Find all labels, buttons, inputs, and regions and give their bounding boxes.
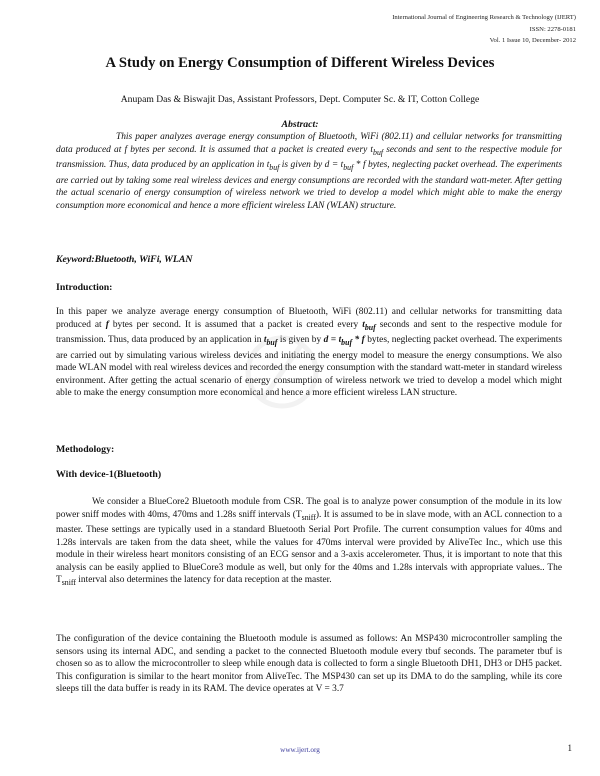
journal-header [392,12,576,47]
methodology-heading: Methodology: [56,444,115,455]
abstract-heading: Abstract: [281,119,319,130]
footer-website-link[interactable]: www.ijert.org [280,746,320,754]
device-1-heading: With device-1(Bluetooth) [56,469,162,480]
configuration-paragraph: The configuration of the device containing the Bluetooth module is assumed as follows: An MSP430 microcontroller sampling the sensors using its internal ADC, and sending a packet to the connected Bluetooth module every tbuf seconds. The parameter tbuf is chosen so as to allow the microcontroller to sleep while enough data is collected to form a single Bluetooth DH1, DH3 or DH5 packet. This configuration is similar to the heart monitor from AliveTec. The MSP430 can set up its DMA to do the sampling, while its core sleeps till the data buffer is ready in its RAM. The device operates at V = 3.7 [56,634,562,695]
authors-line: Anupam Das & Biswajit Das, Assistant Professors, Dept. Computer Sc. & IT, Cotton College [120,94,480,105]
bluetooth-paragraph: We consider a BlueCore2 Bluetooth module from CSR. The goal is to analyze power consumption of the module in its low power sniff modes with 40ms, 470ms and 1.28s sniff intervals $(T_{sniff})$. It is assumed to be in slave mode, with an ACL connection to a master. These settings are typically used in a standard Bluetooth Serial Port Profile. The current consumption values for 40ms and 1.28s intervals are taken from the data sheet, while the values for 470ms interval were provided by AliveTec Inc., which use this module in their wireless heart monitors consisting of an ECG sensor and a 3-axis accelerometer. Thus, it is important to note that this analysis can be easily applied to BlueCore3 module as well, but only for the 40ms and 1.28s intervals with appropriate values.. The $T_{sniff}$ interval also determines the latency for data reception at the master. [56,497,562,588]
volume-issue: Vol. 1 Issue 10, December- 2012 [489,37,576,44]
introduction-text: In this paper we analyze average energy consumption of Bluetooth, WiFi (802.11) and cellular networks for transmitting data produced at f bytes per second. It is assumed that a packet is created every $t_{buf}$ seconds and sent to the respective module for transmission. Thus, data produced by an application in $t_{buf}$ is given by $d = t_{buf} * f$ bytes, neglecting packet overhead. The experiments are carried out by simulating various wireless devices and initiating the energy model to measure the energy consumptions. We also made WLAN model with real wireless devices and recorded the energy consumption with the standard watt-meter in standard wireless environment. After getting the actual scenario of energy consumption of wireless network we tried to develop a model which might able to make the energy consumption more economical and hence a more efficient wireless LAN structure. [56,307,562,399]
paper-title: A Study on Energy Consumption of Different Wireless Devices [105,55,495,71]
introduction-heading: Introduction: [56,282,113,293]
page-number: 1 [567,743,572,753]
abstract-text: This paper analyzes average energy consumption of Bluetooth, WiFi (802.11) and cellular networks for transmitting data produced at f bytes per second. It is assumed that a packet is created every $t_{buf}$ seconds and sent to the respective module for transmission. Thus, data produced by an application in $t_{buf}$ is given by $d = t_{buf} * f$ bytes, neglecting packet overhead. The experiments are carried out by taking some real wireless devices and energy consumptions are recorded with the standard watt-meter. After getting the actual scenario of energy consumption of wireless network we tried to develop a model which might able to make the energy consumption more economical and hence a more efficient wireless LAN (WLAN) structure. [56,132,562,211]
keywords: Keyword:Bluetooth, WiFi, WLAN [56,254,193,265]
journal-name: International Journal of Engineering Research & Technology (IJERT) [392,14,576,21]
issn: ISSN: 2278-0181 [529,25,576,33]
